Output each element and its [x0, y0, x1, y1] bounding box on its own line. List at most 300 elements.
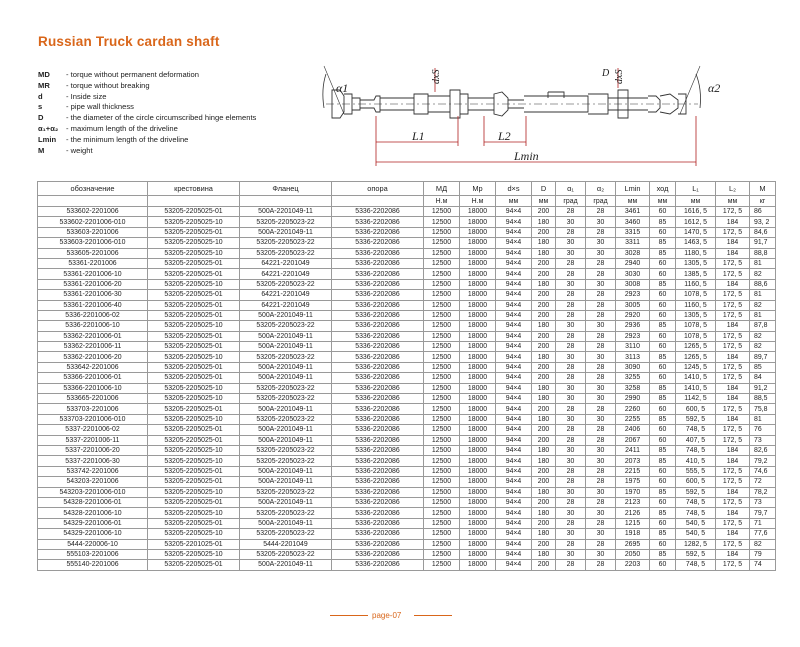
table-cell: 94×4 — [496, 269, 532, 279]
table-cell: 94×4 — [496, 466, 532, 476]
table-cell: 30 — [586, 394, 616, 404]
table-cell: 89,7 — [750, 352, 776, 362]
table-cell: 28 — [556, 404, 586, 414]
table-cell: 85 — [650, 352, 676, 362]
table-cell: 28 — [556, 466, 586, 476]
table-cell: 543203-2201006 — [38, 477, 148, 487]
table-cell: 30 — [586, 217, 616, 227]
column-header: М — [750, 182, 776, 196]
table-cell: 85 — [750, 362, 776, 372]
table-cell: 2936 — [616, 321, 650, 331]
table-cell: 5336-2202086 — [332, 238, 424, 248]
table-cell: 200 — [532, 373, 556, 383]
table-row — [38, 539, 776, 549]
table-cell: 18000 — [460, 477, 496, 487]
table-cell: 53205-2205025-01 — [148, 342, 240, 352]
table-row — [38, 362, 776, 372]
table-cell: 5336-2202086 — [332, 300, 424, 310]
table-cell: 18000 — [460, 435, 496, 445]
table-cell: 88,5 — [750, 394, 776, 404]
table-cell: 28 — [556, 497, 586, 507]
table-cell: 172, 5 — [716, 290, 750, 300]
table-cell: 184 — [716, 445, 750, 455]
table-cell: 88,8 — [750, 248, 776, 258]
table-cell: 12500 — [424, 518, 460, 528]
legend-description: - Inside size — [66, 91, 107, 101]
table-row — [38, 331, 776, 341]
table-cell: 87,8 — [750, 321, 776, 331]
table-cell: 12500 — [424, 477, 460, 487]
legend-description: - torque without permanent deformation — [66, 70, 199, 79]
table-cell: 184 — [716, 383, 750, 393]
table-cell: 3090 — [616, 362, 650, 372]
column-header: D — [532, 182, 556, 196]
column-unit: град — [586, 196, 616, 207]
table-cell: 53366-2201006-01 — [38, 373, 148, 383]
table-cell: 53205-2205023-22 — [240, 445, 332, 455]
table-cell: 184 — [716, 529, 750, 539]
table-cell: 64221-2201049 — [240, 258, 332, 268]
legend-key: MR — [38, 80, 50, 90]
table-cell: 200 — [532, 227, 556, 237]
table-cell: 5444-2201049 — [240, 539, 332, 549]
table-cell: 94×4 — [496, 310, 532, 320]
table-cell: 500A-2201049-11 — [240, 425, 332, 435]
table-row — [38, 258, 776, 268]
table-cell: 748, 5 — [676, 497, 716, 507]
table-cell: 2990 — [616, 394, 650, 404]
table-cell: 5336-2202086 — [332, 549, 424, 559]
table-cell: 28 — [556, 477, 586, 487]
table-cell: 748, 5 — [676, 560, 716, 570]
table-row — [38, 290, 776, 300]
table-cell: 12500 — [424, 352, 460, 362]
table-cell: 60 — [650, 497, 676, 507]
table-cell: 94×4 — [496, 217, 532, 227]
table-row — [38, 342, 776, 352]
table-cell: 5444-220006-10 — [38, 539, 148, 549]
table-cell: 12500 — [424, 508, 460, 518]
table-cell: 18000 — [460, 560, 496, 570]
table-cell: 18000 — [460, 258, 496, 268]
table-cell: 180 — [532, 248, 556, 258]
table-cell: 500A-2201049-11 — [240, 518, 332, 528]
table-cell: 180 — [532, 456, 556, 466]
table-cell: 30 — [556, 248, 586, 258]
table-cell: 184 — [716, 456, 750, 466]
table-cell: 30 — [586, 383, 616, 393]
table-cell: 2203 — [616, 560, 650, 570]
table-cell: 1918 — [616, 529, 650, 539]
table-cell: 85 — [650, 238, 676, 248]
table-cell: 12500 — [424, 497, 460, 507]
table-cell: 53205-2205025-01 — [148, 362, 240, 372]
table-cell: 94×4 — [496, 404, 532, 414]
table-cell: 184 — [716, 508, 750, 518]
table-cell: 18000 — [460, 362, 496, 372]
table-cell: 5337-2201006-11 — [38, 435, 148, 445]
table-cell: 53205-2205023-22 — [240, 456, 332, 466]
table-cell: 28 — [556, 331, 586, 341]
table-row — [38, 477, 776, 487]
table-cell: 53205-2205025-10 — [148, 248, 240, 258]
table-cell: 60 — [650, 310, 676, 320]
table-cell: 85 — [650, 279, 676, 289]
column-header: МД — [424, 182, 460, 196]
table-cell: 28 — [556, 362, 586, 372]
table-cell: 64221-2201049 — [240, 269, 332, 279]
cardan-shaft-drawing — [318, 54, 740, 172]
table-cell: 28 — [586, 310, 616, 320]
table-cell: 18000 — [460, 549, 496, 559]
table-cell: 500A-2201049-11 — [240, 466, 332, 476]
table-cell: 407, 5 — [676, 435, 716, 445]
table-cell: 1305, 5 — [676, 258, 716, 268]
table-cell: 94×4 — [496, 549, 532, 559]
table-cell: 12500 — [424, 290, 460, 300]
table-cell: 53205-2205025-10 — [148, 217, 240, 227]
table-cell: 200 — [532, 310, 556, 320]
footer-line-right — [414, 615, 452, 616]
table-cell: 12500 — [424, 269, 460, 279]
table-cell: 60 — [650, 518, 676, 528]
table-cell: 60 — [650, 560, 676, 570]
table-cell: 73 — [750, 497, 776, 507]
table-unit-row — [38, 196, 776, 207]
table-cell: 184 — [716, 352, 750, 362]
table-cell: 533603-2201006 — [38, 227, 148, 237]
table-cell: 500A-2201049-11 — [240, 404, 332, 414]
table-cell: 172, 5 — [716, 373, 750, 383]
table-cell: 30 — [556, 279, 586, 289]
table-cell: 94×4 — [496, 342, 532, 352]
table-cell: 60 — [650, 362, 676, 372]
table-cell: 82 — [750, 331, 776, 341]
table-cell: 2260 — [616, 404, 650, 414]
table-cell: 28 — [556, 342, 586, 352]
table-cell: 1265, 5 — [676, 352, 716, 362]
table-cell: 85 — [650, 383, 676, 393]
table-cell: 30 — [556, 321, 586, 331]
column-unit: Н.м — [460, 196, 496, 207]
table-row — [38, 404, 776, 414]
table-cell: 180 — [532, 549, 556, 559]
table-cell: 533605-2201006 — [38, 248, 148, 258]
legend — [38, 70, 256, 156]
table-cell: 28 — [586, 518, 616, 528]
column-unit: мм — [532, 196, 556, 207]
table-cell: 1265, 5 — [676, 342, 716, 352]
table-cell: 18000 — [460, 238, 496, 248]
column-header: обозначение — [38, 182, 148, 196]
column-header: крестовина — [148, 182, 240, 196]
table-cell: 180 — [532, 394, 556, 404]
table-cell: 28 — [556, 518, 586, 528]
table-cell: 5336-2202086 — [332, 445, 424, 455]
table-cell: 5336-2202086 — [332, 362, 424, 372]
table-cell: 172, 5 — [716, 539, 750, 549]
table-cell: 500A-2201049-11 — [240, 227, 332, 237]
table-cell: 2215 — [616, 466, 650, 476]
table-cell: 30 — [556, 238, 586, 248]
dxS-label-right: dxS — [614, 69, 625, 84]
table-cell: 1160, 5 — [676, 279, 716, 289]
table-cell: 53361-2201006-10 — [38, 269, 148, 279]
table-cell: 1410, 5 — [676, 373, 716, 383]
table-cell: 60 — [650, 269, 676, 279]
table-cell: 5336-2202086 — [332, 217, 424, 227]
table-cell: 94×4 — [496, 477, 532, 487]
table-cell: 53205-2205023-22 — [240, 321, 332, 331]
table-cell: 12500 — [424, 217, 460, 227]
column-unit: мм — [676, 196, 716, 207]
table-cell: 18000 — [460, 497, 496, 507]
alpha1-arc — [323, 74, 326, 108]
table-row — [38, 508, 776, 518]
table-cell: 94×4 — [496, 362, 532, 372]
table-cell: 28 — [586, 466, 616, 476]
table-cell: 600, 5 — [676, 404, 716, 414]
table-cell: 30 — [556, 352, 586, 362]
table-cell: 200 — [532, 331, 556, 341]
table-cell: 2126 — [616, 508, 650, 518]
table-cell: 1245, 5 — [676, 362, 716, 372]
table-cell: 60 — [650, 466, 676, 476]
table-cell: 85 — [650, 487, 676, 497]
table-cell: 53205-2205025-10 — [148, 383, 240, 393]
table-row — [38, 217, 776, 227]
table-cell: 53205-2205025-01 — [148, 331, 240, 341]
table-cell: 5336-2202086 — [332, 331, 424, 341]
table-cell: 5336-2202086 — [332, 394, 424, 404]
table-cell: 28 — [586, 227, 616, 237]
column-unit: кг — [750, 196, 776, 207]
table-cell: 53361-2201006-40 — [38, 300, 148, 310]
table-cell: 30 — [556, 549, 586, 559]
table-cell: 592, 5 — [676, 549, 716, 559]
table-cell: 53205-2205025-01 — [148, 227, 240, 237]
table-cell: 2923 — [616, 331, 650, 341]
table-cell: 3113 — [616, 352, 650, 362]
table-cell: 53205-2205025-01 — [148, 207, 240, 217]
table-cell: 53362-2201006-01 — [38, 331, 148, 341]
table-cell: 172, 5 — [716, 310, 750, 320]
table-cell: 18000 — [460, 529, 496, 539]
legend-key: D — [38, 113, 44, 123]
table-cell: 2940 — [616, 258, 650, 268]
table-cell: 18000 — [460, 279, 496, 289]
table-cell: 85 — [650, 321, 676, 331]
table-cell: 94×4 — [496, 425, 532, 435]
table-cell: 53205-2205023-22 — [240, 217, 332, 227]
table-cell: 85 — [650, 394, 676, 404]
table-cell: 81 — [750, 290, 776, 300]
table-cell: 28 — [586, 539, 616, 549]
table-cell: 94×4 — [496, 279, 532, 289]
table-cell: 500A-2201049-11 — [240, 331, 332, 341]
table-cell: 53205-2205025-10 — [148, 487, 240, 497]
table-cell: 28 — [556, 290, 586, 300]
table-cell: 94×4 — [496, 352, 532, 362]
table-cell: 200 — [532, 466, 556, 476]
page-number: page-07 — [372, 611, 402, 620]
table-cell: 18000 — [460, 352, 496, 362]
table-cell: 12500 — [424, 300, 460, 310]
table-cell: 12500 — [424, 487, 460, 497]
legend-key: Lmin — [38, 134, 57, 144]
table-cell: 12500 — [424, 279, 460, 289]
table-cell: 533603-2201006-010 — [38, 238, 148, 248]
table-cell: 30 — [586, 549, 616, 559]
table-cell: 18000 — [460, 321, 496, 331]
table-cell: 28 — [586, 404, 616, 414]
table-cell: 172, 5 — [716, 227, 750, 237]
table-cell: 5336-2202086 — [332, 352, 424, 362]
table-cell: 94×4 — [496, 487, 532, 497]
table-cell: 60 — [650, 227, 676, 237]
table-cell: 1142, 5 — [676, 394, 716, 404]
table-cell: 94×4 — [496, 207, 532, 217]
table-cell: 82 — [750, 342, 776, 352]
legend-key: α₁+α₂ — [38, 123, 59, 133]
column-header: опора — [332, 182, 424, 196]
table-cell: 85 — [650, 445, 676, 455]
table-cell: 94×4 — [496, 445, 532, 455]
table-row — [38, 300, 776, 310]
column-header: L₁ — [676, 182, 716, 196]
table-cell: 18000 — [460, 518, 496, 528]
table-cell: 2073 — [616, 456, 650, 466]
table-row — [38, 269, 776, 279]
table-cell: 91,2 — [750, 383, 776, 393]
table-cell: 18000 — [460, 248, 496, 258]
table-cell: 53205-2205025-01 — [148, 466, 240, 476]
table-cell: 60 — [650, 258, 676, 268]
table-cell: 5337-2201006-02 — [38, 425, 148, 435]
table-cell: 18000 — [460, 331, 496, 341]
table-cell: 592, 5 — [676, 414, 716, 424]
table-cell: 18000 — [460, 445, 496, 455]
table-cell: 53362-2201006-11 — [38, 342, 148, 352]
table-cell: 1078, 5 — [676, 290, 716, 300]
table-cell: 172, 5 — [716, 435, 750, 445]
table-cell: 53205-2205025-01 — [148, 404, 240, 414]
column-unit — [332, 196, 424, 207]
table-cell: 600, 5 — [676, 477, 716, 487]
table-cell: 53205-2205025-10 — [148, 238, 240, 248]
column-unit: мм — [650, 196, 676, 207]
table-cell: 172, 5 — [716, 300, 750, 310]
column-unit: Н.м — [424, 196, 460, 207]
table-cell: 5336-2202086 — [332, 466, 424, 476]
table-cell: 184 — [716, 487, 750, 497]
table-cell: 53205-2205025-01 — [148, 269, 240, 279]
table-cell: 533602-2201006 — [38, 207, 148, 217]
table-cell: 5336-2202086 — [332, 435, 424, 445]
table-cell: 73 — [750, 435, 776, 445]
table-cell: 12500 — [424, 207, 460, 217]
table-cell: 54328-2201006-01 — [38, 497, 148, 507]
table-cell: 28 — [586, 269, 616, 279]
table-cell: 28 — [586, 435, 616, 445]
table-cell: 5336-2202086 — [332, 207, 424, 217]
table-row — [38, 466, 776, 476]
table-cell: 12500 — [424, 321, 460, 331]
table-cell: 28 — [586, 560, 616, 570]
table-header-row — [38, 182, 776, 196]
table-row — [38, 560, 776, 570]
table-cell: 1078, 5 — [676, 331, 716, 341]
table-cell: 94×4 — [496, 394, 532, 404]
table-cell: 12500 — [424, 425, 460, 435]
table-cell: 28 — [586, 300, 616, 310]
table-cell: 81 — [750, 414, 776, 424]
table-cell: 18000 — [460, 217, 496, 227]
table-cell: 1282, 5 — [676, 539, 716, 549]
table-cell: 540, 5 — [676, 518, 716, 528]
D-label: D — [602, 68, 610, 79]
table-cell: 1160, 5 — [676, 300, 716, 310]
legend-key: s — [38, 102, 43, 112]
table-row — [38, 227, 776, 237]
table-cell: 53205-2205025-10 — [148, 529, 240, 539]
L2-label: L2 — [498, 129, 511, 143]
table-cell: 2067 — [616, 435, 650, 445]
table-cell: 53205-2205025-10 — [148, 508, 240, 518]
table-cell: 84 — [750, 373, 776, 383]
table-cell: 53361-2201006 — [38, 258, 148, 268]
table-cell: 500A-2201049-11 — [240, 497, 332, 507]
table-cell: 28 — [556, 435, 586, 445]
table-cell: 12500 — [424, 238, 460, 248]
table-cell: 200 — [532, 560, 556, 570]
legend-key: M — [38, 145, 45, 155]
table-cell: 94×4 — [496, 238, 532, 248]
table-cell: 30 — [556, 394, 586, 404]
table-cell: 53205-2205025-10 — [148, 445, 240, 455]
legend-description: - the minimum length of the driveline — [66, 134, 189, 144]
legend-item — [38, 146, 256, 157]
legend-description: - torque without breaking — [66, 80, 150, 90]
table-cell: 2695 — [616, 539, 650, 549]
table-cell: 30 — [586, 238, 616, 248]
table-cell: 555140-2201006 — [38, 560, 148, 570]
table-cell: 184 — [716, 217, 750, 227]
table-cell: 12500 — [424, 331, 460, 341]
table-cell: 78,2 — [750, 487, 776, 497]
table-cell: 94×4 — [496, 560, 532, 570]
table-cell: 5336-2202086 — [332, 508, 424, 518]
table-cell: 5336-2202086 — [332, 373, 424, 383]
table-cell: 5336-2202086 — [332, 227, 424, 237]
table-cell: 2411 — [616, 445, 650, 455]
legend-item — [38, 113, 256, 124]
table-cell: 3255 — [616, 373, 650, 383]
table-cell: 28 — [556, 227, 586, 237]
table-cell: 172, 5 — [716, 425, 750, 435]
table-cell: 5336-2201006-02 — [38, 310, 148, 320]
table-cell: 5336-2202086 — [332, 497, 424, 507]
table-cell: 28 — [586, 342, 616, 352]
alpha2-arc — [696, 74, 701, 108]
table-cell: 74,6 — [750, 466, 776, 476]
table-cell: 30 — [586, 279, 616, 289]
table-cell: 172, 5 — [716, 497, 750, 507]
column-unit: мм — [496, 196, 532, 207]
legend-item — [38, 70, 256, 81]
column-unit: мм — [616, 196, 650, 207]
table-cell: 5336-2202086 — [332, 279, 424, 289]
